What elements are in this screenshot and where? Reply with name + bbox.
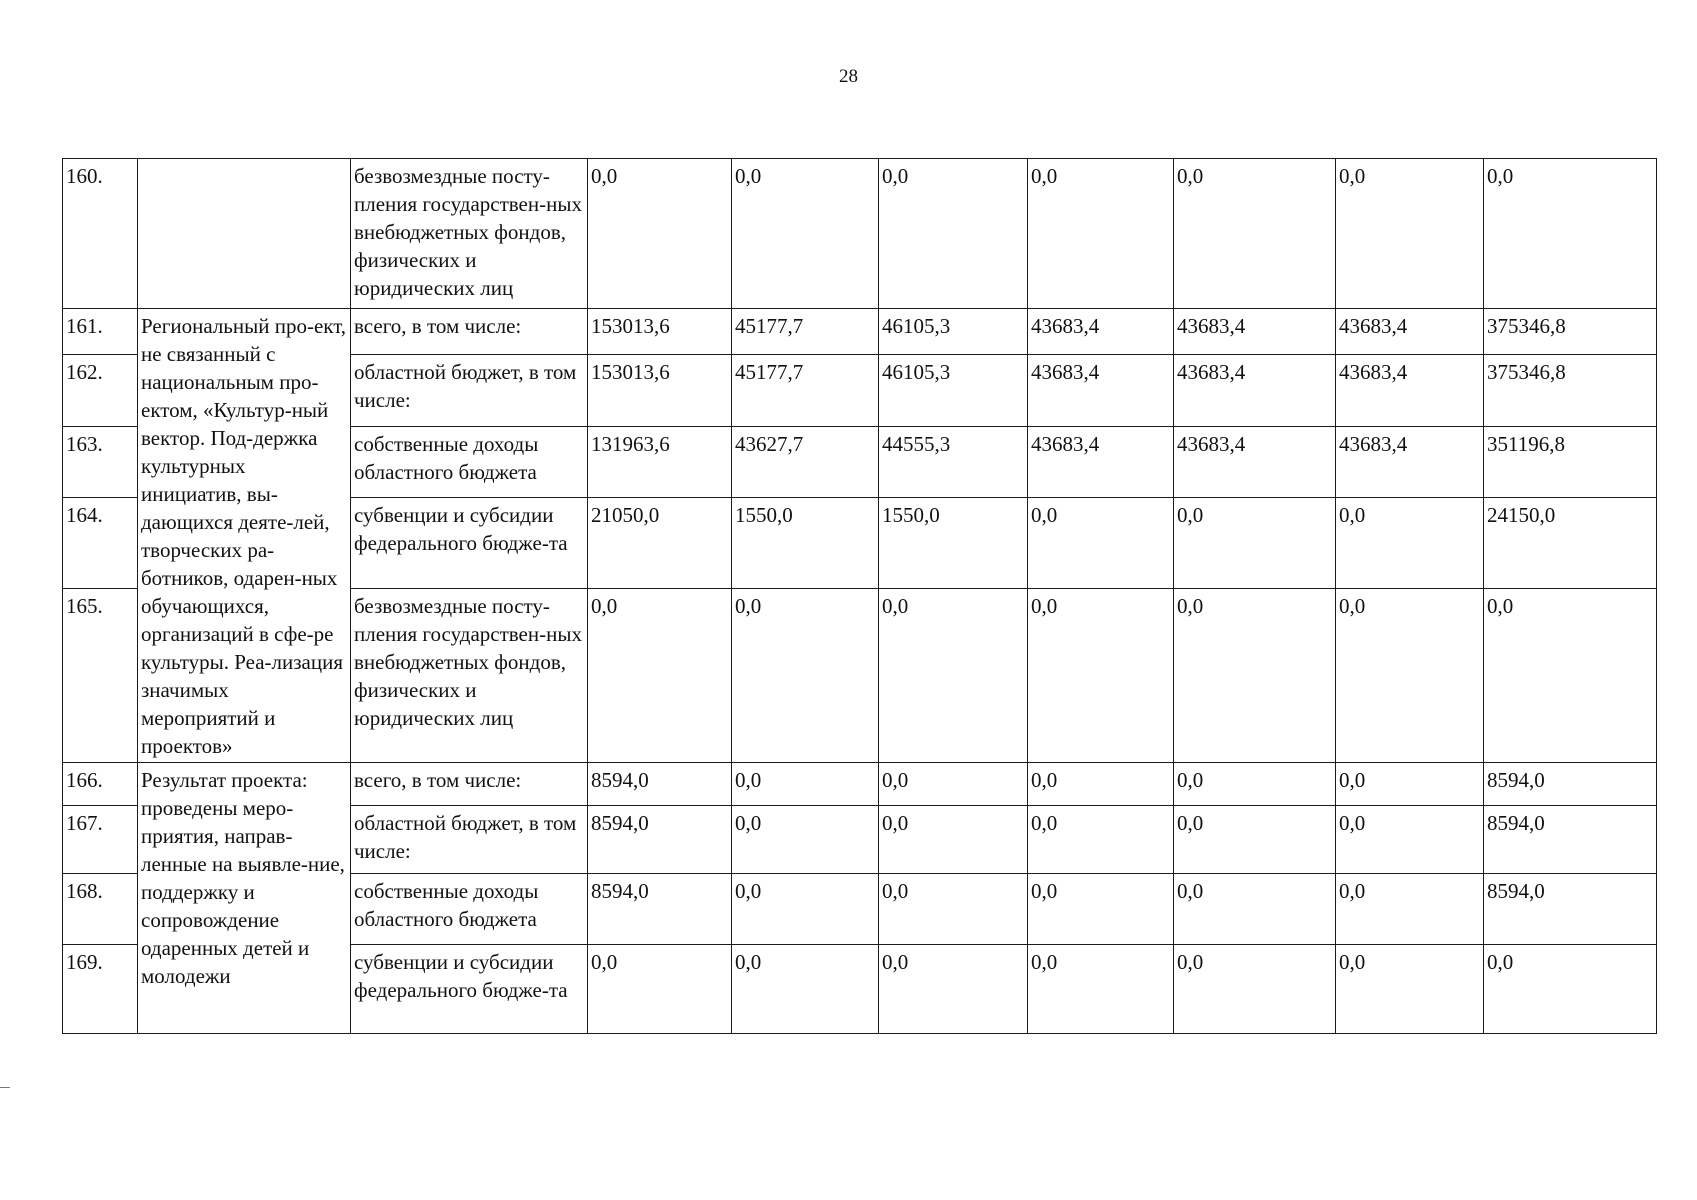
value-cell: 0,0 — [1174, 159, 1336, 309]
value-cell: 46105,3 — [879, 355, 1028, 426]
value-cell: 0,0 — [879, 159, 1028, 309]
value-cell: 8594,0 — [588, 806, 732, 874]
value-cell: 43627,7 — [732, 426, 879, 497]
value-cell: 0,0 — [879, 588, 1028, 762]
funding-source: областной бюджет, в том числе: — [351, 806, 588, 874]
value-cell: 0,0 — [879, 874, 1028, 945]
value-cell: 153013,6 — [588, 355, 732, 426]
value-cell: 0,0 — [1174, 588, 1336, 762]
row-number: 162. — [63, 355, 138, 426]
value-cell: 0,0 — [1336, 806, 1484, 874]
row-number: 163. — [63, 426, 138, 497]
value-cell: 0,0 — [732, 874, 879, 945]
value-cell: 46105,3 — [879, 309, 1028, 355]
value-cell: 45177,7 — [732, 309, 879, 355]
value-cell: 0,0 — [1484, 588, 1657, 762]
budget-table — [62, 158, 1657, 1034]
value-cell: 153013,6 — [588, 309, 732, 355]
value-cell: 21050,0 — [588, 498, 732, 589]
value-cell: 0,0 — [1484, 159, 1657, 309]
value-cell: 0,0 — [732, 806, 879, 874]
value-cell: 351196,8 — [1484, 426, 1657, 497]
value-cell: 44555,3 — [879, 426, 1028, 497]
value-cell: 0,0 — [1484, 945, 1657, 1034]
value-cell: 0,0 — [1336, 588, 1484, 762]
value-cell: 131963,6 — [588, 426, 732, 497]
funding-source: безвозмездные посту-пления государствен-ных внебюджетных фондов, физических и юридических лиц — [351, 588, 588, 762]
value-cell: 0,0 — [1028, 945, 1174, 1034]
value-cell: 8594,0 — [1484, 763, 1657, 806]
funding-source: собственные доходы областного бюджета — [351, 874, 588, 945]
funding-source: областной бюджет, в том числе: — [351, 355, 588, 426]
value-cell: 24150,0 — [1484, 498, 1657, 589]
value-cell: 43683,4 — [1174, 309, 1336, 355]
value-cell: 43683,4 — [1336, 426, 1484, 497]
value-cell: 0,0 — [588, 945, 732, 1034]
value-cell: 0,0 — [588, 159, 732, 309]
event-name-cell — [138, 159, 351, 309]
value-cell: 1550,0 — [879, 498, 1028, 589]
row-number: 167. — [63, 806, 138, 874]
page-number: 28 — [839, 66, 858, 87]
value-cell: 43683,4 — [1028, 426, 1174, 497]
row-number: 164. — [63, 498, 138, 589]
value-cell: 0,0 — [1336, 874, 1484, 945]
funding-source: всего, в том числе: — [351, 763, 588, 806]
table-row — [63, 159, 1657, 309]
value-cell: 375346,8 — [1484, 355, 1657, 426]
funding-source: собственные доходы областного бюджета — [351, 426, 588, 497]
value-cell: 0,0 — [1336, 159, 1484, 309]
value-cell: 0,0 — [1028, 874, 1174, 945]
value-cell: 8594,0 — [1484, 874, 1657, 945]
value-cell: 0,0 — [588, 588, 732, 762]
regional-project-name: Региональный про-ект, не связанный с национальным про-ектом, «Культур-ный вектор. Под-держка культурных инициатив, вы-дающихся деяте-лей, творческих ра-ботников, одарен-ных обучающихся, организаций в сфе-ре культуры. Реа-лизация значимых мероприятий и проектов» — [138, 309, 351, 763]
value-cell: 8594,0 — [588, 874, 732, 945]
value-cell: 375346,8 — [1484, 309, 1657, 355]
project-result-name: Результат проекта: проведены меро-приятия, направ-ленные на выявле-ние, поддержку и сопровождение одаренных детей и молодежи — [138, 763, 351, 1034]
value-cell: 0,0 — [1336, 498, 1484, 589]
value-cell: 45177,7 — [732, 355, 879, 426]
value-cell: 0,0 — [1028, 763, 1174, 806]
value-cell: 43683,4 — [1336, 355, 1484, 426]
value-cell: 43683,4 — [1028, 355, 1174, 426]
value-cell: 0,0 — [1174, 498, 1336, 589]
value-cell: 0,0 — [879, 806, 1028, 874]
value-cell: 0,0 — [732, 945, 879, 1034]
row-number: 161. — [63, 309, 138, 355]
row-number: 169. — [63, 945, 138, 1034]
table-row — [63, 763, 1657, 806]
value-cell: 0,0 — [1028, 159, 1174, 309]
value-cell: 0,0 — [1174, 763, 1336, 806]
row-number: 166. — [63, 763, 138, 806]
value-cell: 0,0 — [1336, 945, 1484, 1034]
value-cell: 0,0 — [732, 159, 879, 309]
value-cell: 1550,0 — [732, 498, 879, 589]
value-cell: 0,0 — [879, 763, 1028, 806]
value-cell: 0,0 — [1028, 588, 1174, 762]
value-cell: 43683,4 — [1028, 309, 1174, 355]
value-cell: 8594,0 — [588, 763, 732, 806]
row-number: 160. — [63, 159, 138, 309]
row-number: 168. — [63, 874, 138, 945]
value-cell: 43683,4 — [1174, 355, 1336, 426]
value-cell: 8594,0 — [1484, 806, 1657, 874]
funding-source: всего, в том числе: — [351, 309, 588, 355]
value-cell: 0,0 — [1174, 874, 1336, 945]
value-cell: 0,0 — [1174, 806, 1336, 874]
value-cell: 0,0 — [732, 763, 879, 806]
funding-source: субвенции и субсидии федерального бюдже-та — [351, 945, 588, 1034]
funding-source: субвенции и субсидии федерального бюдже-та — [351, 498, 588, 589]
row-number: 165. — [63, 588, 138, 762]
value-cell: 0,0 — [1028, 498, 1174, 589]
scan-edge-mark — [0, 1087, 10, 1088]
value-cell: 43683,4 — [1336, 309, 1484, 355]
value-cell: 0,0 — [1028, 806, 1174, 874]
value-cell: 0,0 — [1336, 763, 1484, 806]
value-cell: 0,0 — [1174, 945, 1336, 1034]
value-cell: 0,0 — [879, 945, 1028, 1034]
funding-source: безвозмездные посту-пления государствен-ных внебюджетных фондов, физических и юридических лиц — [351, 159, 588, 309]
table-row — [63, 309, 1657, 355]
value-cell: 0,0 — [732, 588, 879, 762]
value-cell: 43683,4 — [1174, 426, 1336, 497]
